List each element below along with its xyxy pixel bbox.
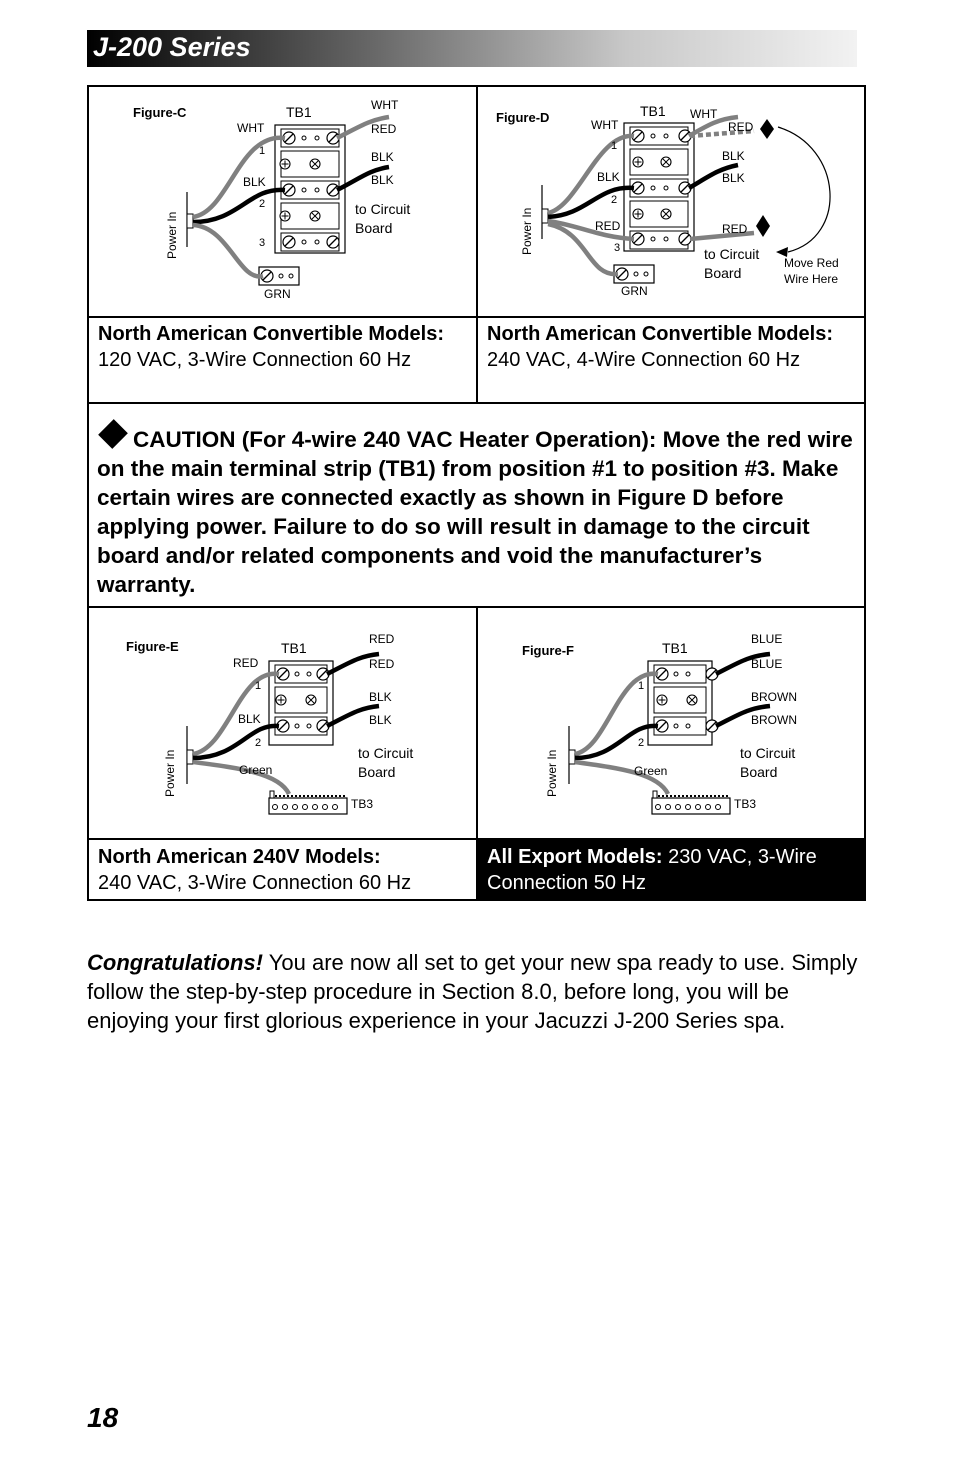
congratulations-text: You are now all set to get your new spa ready to use. Simply follow the step-by-step procedure in Section 8.0, before long, you will be enjoying your first glorious experience in your Jacuzzi J-200 Series spa. — [87, 950, 858, 1033]
wire-label: BLK — [597, 170, 620, 184]
circuit-board-label: to Circuit — [704, 246, 760, 262]
position-number: 2 — [638, 737, 645, 749]
figure-f — [478, 608, 864, 837]
circuit-board-label: Board — [358, 764, 396, 780]
position-number: 1 — [259, 145, 266, 157]
position-number: 3 — [614, 242, 621, 254]
power-in-label: Power In — [165, 211, 179, 259]
ground-label: Green — [239, 763, 273, 777]
page-number: 18 — [87, 1402, 119, 1433]
figure-label: Figure-F — [522, 643, 574, 658]
wire-label: BLK — [369, 713, 392, 727]
wire-label: BLK — [371, 173, 394, 187]
wire-label: RED — [369, 657, 395, 671]
wire-label: BLK — [238, 712, 261, 726]
circuit-board-label: to Circuit — [358, 745, 414, 761]
power-in-label: Power In — [163, 749, 177, 797]
position-number: 3 — [259, 237, 266, 249]
circuit-board-label: Board — [704, 265, 742, 281]
position-number: 1 — [611, 140, 618, 152]
tb3-label: TB3 — [351, 797, 374, 811]
power-in-label: Power In — [545, 749, 559, 797]
caption-figure-c — [98, 321, 470, 373]
move-wire-note: Wire Here — [784, 272, 839, 286]
position-number: 2 — [259, 198, 266, 210]
position-number: 1 — [638, 680, 645, 692]
circuit-board-label: to Circuit — [740, 745, 796, 761]
circuit-board-label: Board — [740, 764, 778, 780]
ground-label: GRN — [621, 284, 648, 298]
tb3-label: TB3 — [734, 797, 757, 811]
caution-notice — [97, 425, 857, 599]
caution-diamond-icon — [756, 215, 770, 237]
wire-label: WHT — [237, 121, 265, 135]
wire-label: BROWN — [751, 713, 797, 727]
tb1-label: TB1 — [281, 640, 307, 656]
wire-label: RED — [371, 122, 397, 136]
wire-label: RED — [595, 219, 621, 233]
caption-figure-e — [98, 844, 470, 896]
figure-d — [478, 87, 864, 315]
tb1-label: TB1 — [662, 640, 688, 656]
caption-text: 240 VAC, 4-Wire Connection 60 Hz — [487, 349, 801, 371]
wire-label: BROWN — [751, 690, 797, 704]
wire-label: RED — [722, 222, 748, 236]
figure-label: Figure-C — [133, 105, 187, 120]
wire-label: RED — [728, 120, 754, 134]
wire-label: BLUE — [751, 632, 783, 646]
figure-c — [89, 87, 475, 315]
wire-label: BLK — [369, 690, 392, 704]
circuit-board-label: Board — [355, 220, 393, 236]
circuit-board-label: to Circuit — [355, 201, 411, 217]
wire-label: WHT — [591, 118, 619, 132]
wire-label: BLK — [722, 171, 745, 185]
position-number: 1 — [255, 680, 262, 692]
caption-title: North American Convertible Models: — [98, 323, 444, 345]
figure-label: Figure-E — [126, 639, 179, 654]
wire-label: BLUE — [751, 657, 783, 671]
tb1-label: TB1 — [286, 104, 312, 120]
wire-label: WHT — [371, 98, 399, 112]
congratulations-paragraph — [87, 948, 867, 1035]
figure-e — [89, 608, 475, 837]
tb1-label: TB1 — [640, 103, 666, 119]
caption-figure-f — [478, 840, 866, 901]
caption-title: North American Convertible Models: — [487, 323, 833, 345]
page-title: J-200 Series — [93, 32, 251, 62]
move-wire-note: Move Red — [784, 256, 839, 270]
wire-label: BLK — [243, 175, 266, 189]
wire-label: BLK — [722, 149, 745, 163]
figure-label: Figure-D — [496, 110, 550, 125]
wire-label: WHT — [690, 107, 718, 121]
caution-text: CAUTION (For 4-wire 240 VAC Heater Operation): Move the red wire on the main terminal strip (TB1) from position #1 to position #3. Make certain wires are connected exactly as shown in Figure D before applying power. Failure to do so will result in damage to the circuit board and/or related components and void the manufacturer’s warranty. — [97, 427, 853, 597]
caption-figure-d — [487, 321, 859, 373]
power-in-label: Power In — [520, 207, 534, 255]
header-bar — [87, 30, 857, 67]
wire-label: BLK — [371, 150, 394, 164]
caption-text: 230 VAC, 3-Wire Connection 50 Hz — [487, 846, 817, 894]
ground-label: Green — [634, 764, 668, 778]
position-number: 2 — [255, 737, 262, 749]
position-number: 2 — [611, 194, 618, 206]
caution-diamond-icon — [760, 119, 774, 139]
caption-title: North American 240V Models: — [98, 846, 381, 868]
wire-label: RED — [369, 632, 395, 646]
caption-text: 120 VAC, 3-Wire Connection 60 Hz — [98, 349, 412, 371]
caption-text: 240 VAC, 3-Wire Connection 60 Hz — [98, 872, 412, 894]
wire-label: RED — [233, 656, 259, 670]
caption-title: All Export Models: — [487, 846, 663, 868]
ground-label: GRN — [264, 287, 291, 301]
congratulations-lead: Congratulations! — [87, 950, 263, 975]
